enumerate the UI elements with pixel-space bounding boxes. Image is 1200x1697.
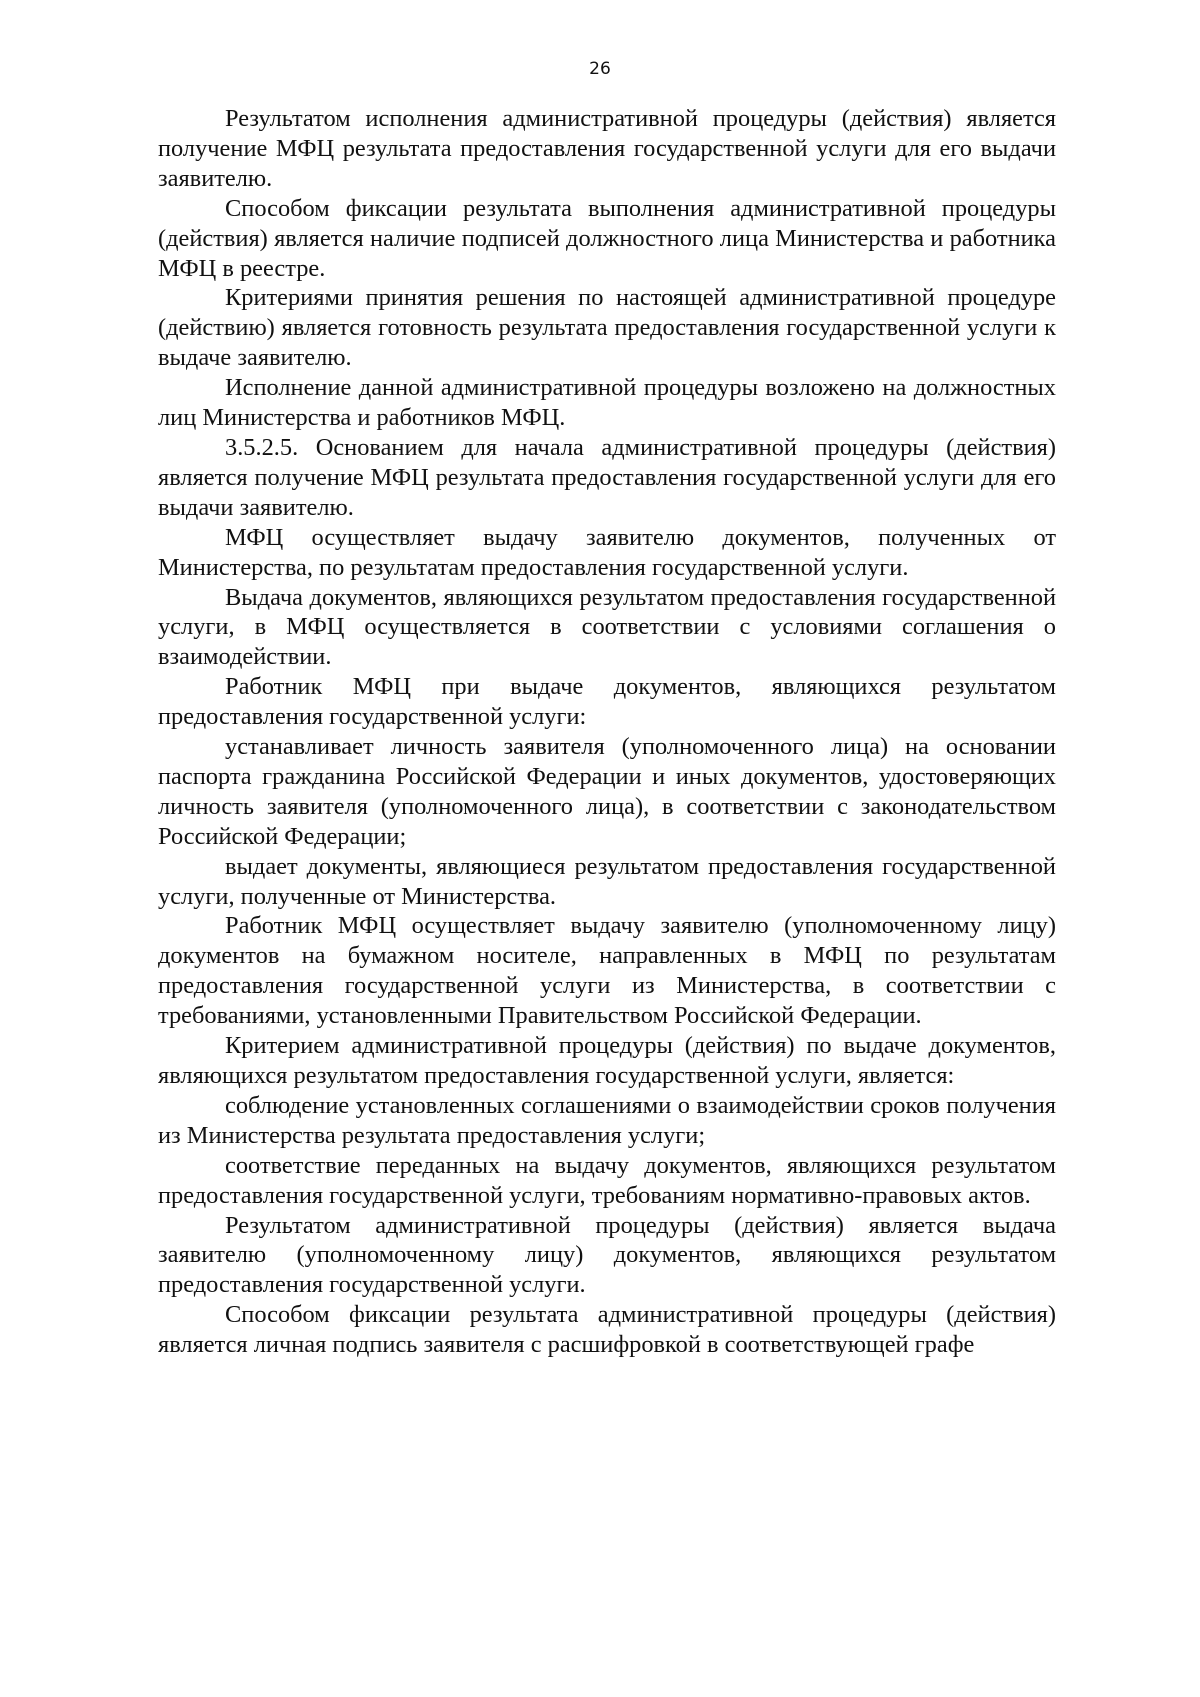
- paragraph: Критериями принятия решения по настоящей административной процедуре (действию) является готовность результата предоставления государственной услуги к выдаче заявителю.: [158, 284, 1056, 372]
- paragraph: Критерием административной процедуры (действия) по выдаче документов, являющихся результатом предоставления государственной услуги, является:: [158, 1032, 1056, 1089]
- paragraph: Выдача документов, являющихся результатом предоставления государственной услуги, в МФЦ осуществляется в соответствии с условиями соглашения о взаимодействии.: [158, 583, 1056, 671]
- paragraph: Способом фиксации результата административной процедуры (действия) является личная подпись заявителя с расшифровкой в соответствующей графе: [158, 1301, 1056, 1359]
- paragraph: Исполнение данной административной процедуры возложено на должностных лиц Министерства и работников МФЦ.: [158, 374, 1056, 432]
- paragraph: Работник МФЦ при выдаче документов, являющихся результатом предоставления государственной услуги:: [158, 673, 1056, 731]
- paragraph: Способом фиксации результата выполнения административной процедуры (действия) является наличие подписей должностного лица Министерства и работника МФЦ в реестре.: [158, 194, 1056, 282]
- paragraph: соблюдение установленных соглашениями о взаимодействии сроков получения из Министерства результата предоставления услуги;: [158, 1091, 1056, 1149]
- paragraph: 3.5.2.5. Основанием для начала административной процедуры (действия) является получение МФЦ результата предоставления государственной услуги для его выдачи заявителю.: [158, 433, 1056, 521]
- paragraph: Результатом административной процедуры (действия) является выдача заявителю (уполномоченному лицу) документов, являющихся результатом предоставления государственной услуги.: [158, 1211, 1056, 1299]
- paragraph: выдает документы, являющиеся результатом предоставления государственной услуги, полученные от Министерства.: [158, 852, 1056, 910]
- paragraph: устанавливает личность заявителя (уполномоченного лица) на основании паспорта гражданина Российской Федерации и иных документов, удостоверяющих личность заявителя (уполномоченного лица), в соответствии с законодательством Российской Федерации;: [158, 733, 1056, 850]
- page-number: 26: [589, 59, 611, 79]
- paragraph: МФЦ осуществляет выдачу заявителю документов, полученных от Министерства, по результатам предоставления государственной услуги.: [158, 523, 1056, 581]
- paragraph: соответствие переданных на выдачу документов, являющихся результатом предоставления государственной услуги, требованиям нормативно-правовых актов.: [158, 1151, 1056, 1209]
- paragraph: Результатом исполнения административной процедуры (действия) является получение МФЦ результата предоставления государственной услуги для его выдачи заявителю.: [158, 105, 1056, 192]
- document-body: [158, 104, 1056, 1360]
- paragraph: Работник МФЦ осуществляет выдачу заявителю (уполномоченному лицу) документов на бумажном носителе, направленных в МФЦ по результатам предоставления государственной услуги из Министерства, в соответствии с требованиями, установленными Правительством Российской Федерации.: [158, 912, 1056, 1030]
